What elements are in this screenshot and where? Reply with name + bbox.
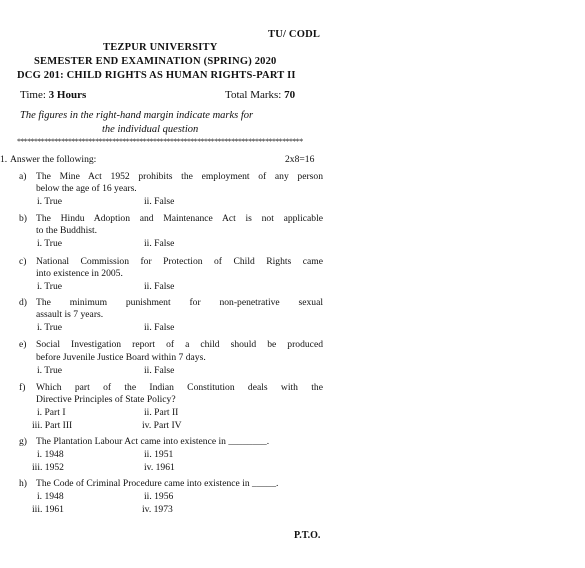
item-label: f) [19, 382, 26, 393]
option-2: ii. False [144, 365, 175, 376]
university-name: TEZPUR UNIVERSITY [103, 42, 218, 53]
item-label: b) [19, 213, 27, 224]
item-text-line1: Social Investigation report of a child should be produced [36, 339, 323, 350]
option-2: ii. 1951 [144, 449, 174, 460]
item-label: g) [19, 436, 27, 447]
item-label: h) [19, 478, 27, 489]
course-title: DCG 201: CHILD RIGHTS AS HUMAN RIGHTS-PART II [17, 70, 296, 81]
option-3: iii. 1952 [32, 462, 64, 473]
time-value: 3 Hours [48, 89, 87, 101]
option-2: ii. False [144, 238, 175, 249]
exam-title: SEMESTER END EXAMINATION (SPRING) 2020 [34, 56, 277, 67]
option-1: i. True [37, 281, 63, 292]
item-label: e) [19, 339, 27, 350]
option-2: ii. 1956 [144, 491, 174, 502]
option-1: i. Part I [37, 407, 66, 418]
question-number: 1. [0, 154, 8, 165]
option-2: ii. False [144, 196, 175, 207]
item-text-line1: National Commission for Protection of Child Rights came [36, 256, 323, 267]
item-text-line2: Directive Principles of State Policy? [36, 394, 176, 405]
question-prompt: Answer the following: [10, 154, 97, 165]
option-4: iv. 1973 [142, 504, 173, 515]
item-text-line1: The Code of Criminal Procedure came into existence in _____. [36, 478, 279, 489]
item-text-line1: The Mine Act 1952 prohibits the employment of any person [36, 171, 323, 182]
option-2: ii. Part II [144, 407, 179, 418]
page-turn-note: P.T.O. [294, 530, 321, 541]
divider-stars: ************************************************************************************ [17, 137, 303, 146]
option-1: i. True [37, 365, 63, 376]
option-1: i. True [37, 196, 63, 207]
item-text-line1: The Hindu Adoption and Maintenance Act is not applicable [36, 213, 323, 224]
item-label: d) [19, 297, 27, 308]
item-text-line1: The minimum punishment for non-penetrative sexual [36, 297, 323, 308]
item-text-line2: to the Buddhist. [36, 225, 98, 236]
institution-code: TU/ CODL [268, 29, 321, 40]
item-text-line2: below the age of 16 years. [36, 183, 137, 194]
option-4: iv. Part IV [142, 420, 182, 431]
option-2: ii. False [144, 322, 175, 333]
item-label: c) [19, 256, 27, 267]
option-2: ii. False [144, 281, 175, 292]
instruction-line-2: the individual question [102, 124, 199, 135]
option-4: iv. 1961 [144, 462, 175, 473]
option-1: i. True [37, 238, 63, 249]
option-1: i. True [37, 322, 63, 333]
instruction-line-1: The figures in the right-hand margin indicate marks for [20, 110, 254, 121]
option-1: i. 1948 [37, 449, 64, 460]
total-marks-value: 70 [284, 89, 296, 101]
time-label: Time: [20, 89, 46, 101]
item-text-line1: Which part of the Indian Constitution deals with the [36, 382, 323, 393]
total-marks-label: Total Marks: [225, 89, 282, 101]
option-1: i. 1948 [37, 491, 64, 502]
item-text-line2: assault is 7 years. [36, 309, 104, 320]
item-text-line2: before Juvenile Justice Board within 7 days. [36, 352, 206, 363]
option-3: iii. Part III [32, 420, 73, 431]
question-marks: 2x8=16 [285, 154, 315, 165]
item-label: a) [19, 171, 27, 182]
time-row [20, 89, 86, 101]
marks-row [225, 89, 295, 101]
item-text-line2: into existence in 2005. [36, 268, 123, 279]
item-text-line1: The Plantation Labour Act came into existence in ________. [36, 436, 270, 447]
option-3: iii. 1961 [32, 504, 64, 515]
